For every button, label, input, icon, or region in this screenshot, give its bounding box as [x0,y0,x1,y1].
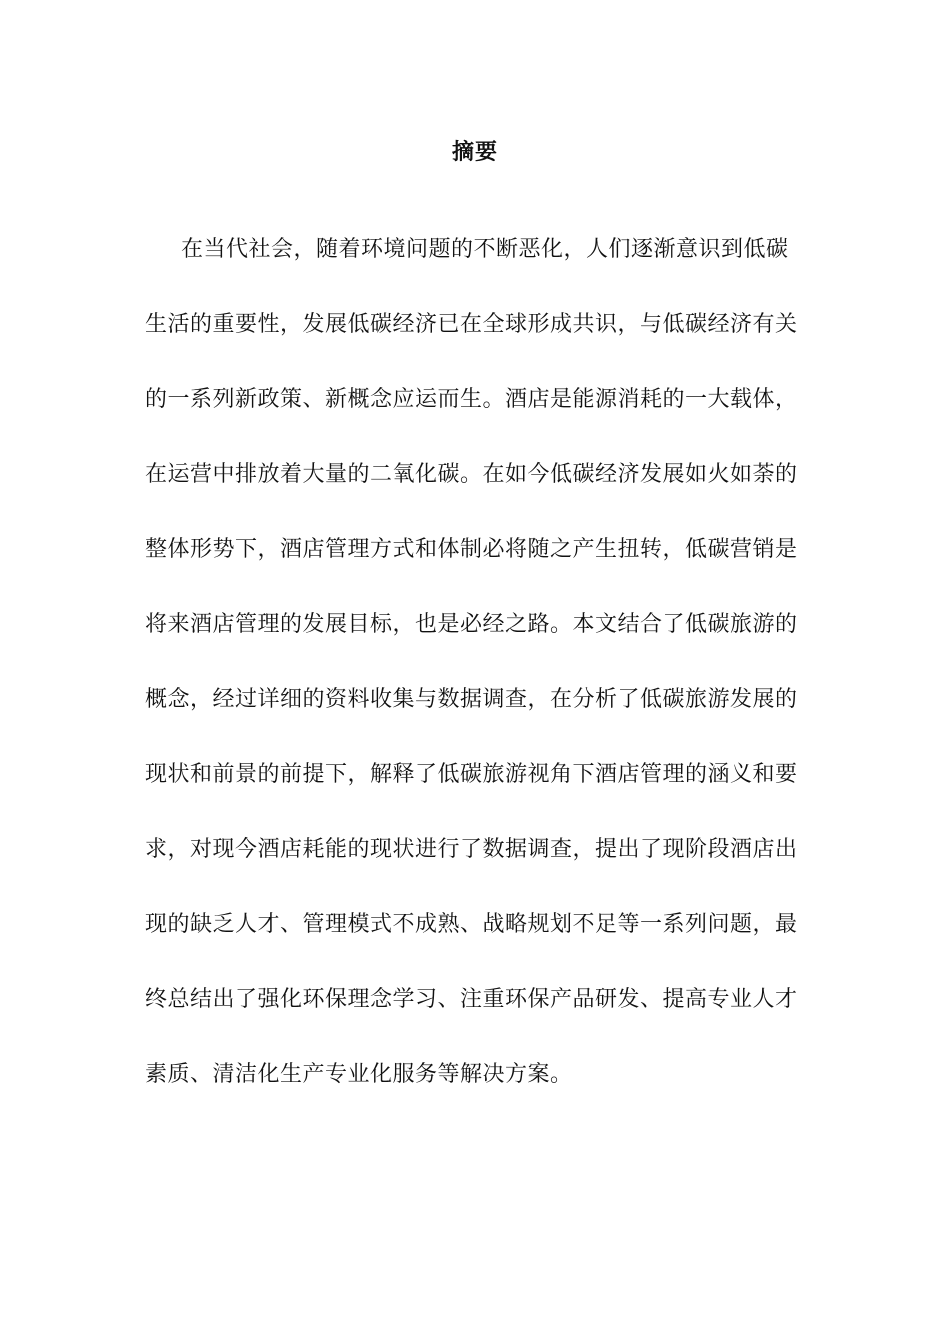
abstract-line: 终总结出了强化环保理念学习、注重环保产品研发、提高专业人才 [145,987,798,1012]
abstract-line: 概念，经过详细的资料收集与数据调查，在分析了低碳旅游发展的 [145,687,798,712]
abstract-line: 现的缺乏人才、管理模式不成熟、战略规划不足等一系列问题，最 [145,912,798,937]
page-title: 摘要 [451,139,498,165]
abstract-body [145,230,805,1130]
abstract-line: 将来酒店管理的发展目标，也是必经之路。本文结合了低碳旅游的 [145,612,798,637]
abstract-line: 现状和前景的前提下，解释了低碳旅游视角下酒店管理的涵义和要 [145,762,798,787]
abstract-line: 整体形势下，酒店管理方式和体制必将随之产生扭转，低碳营销是 [145,537,798,562]
abstract-line: 素质、清洁化生产专业化服务等解决方案。 [145,1062,573,1087]
abstract-line: 求，对现今酒店耗能的现状进行了数据调查，提出了现阶段酒店出 [145,837,798,862]
abstract-line: 在当代社会，随着环境问题的不断恶化，人们逐渐意识到低碳 [181,237,789,262]
abstract-line: 在运营中排放着大量的二氧化碳。在如今低碳经济发展如火如荼的 [145,462,798,487]
abstract-line: 生活的重要性，发展低碳经济已在全球形成共识，与低碳经济有关 [145,312,798,337]
abstract-line: 的一系列新政策、新概念应运而生。酒店是能源消耗的一大载体， [145,387,798,412]
